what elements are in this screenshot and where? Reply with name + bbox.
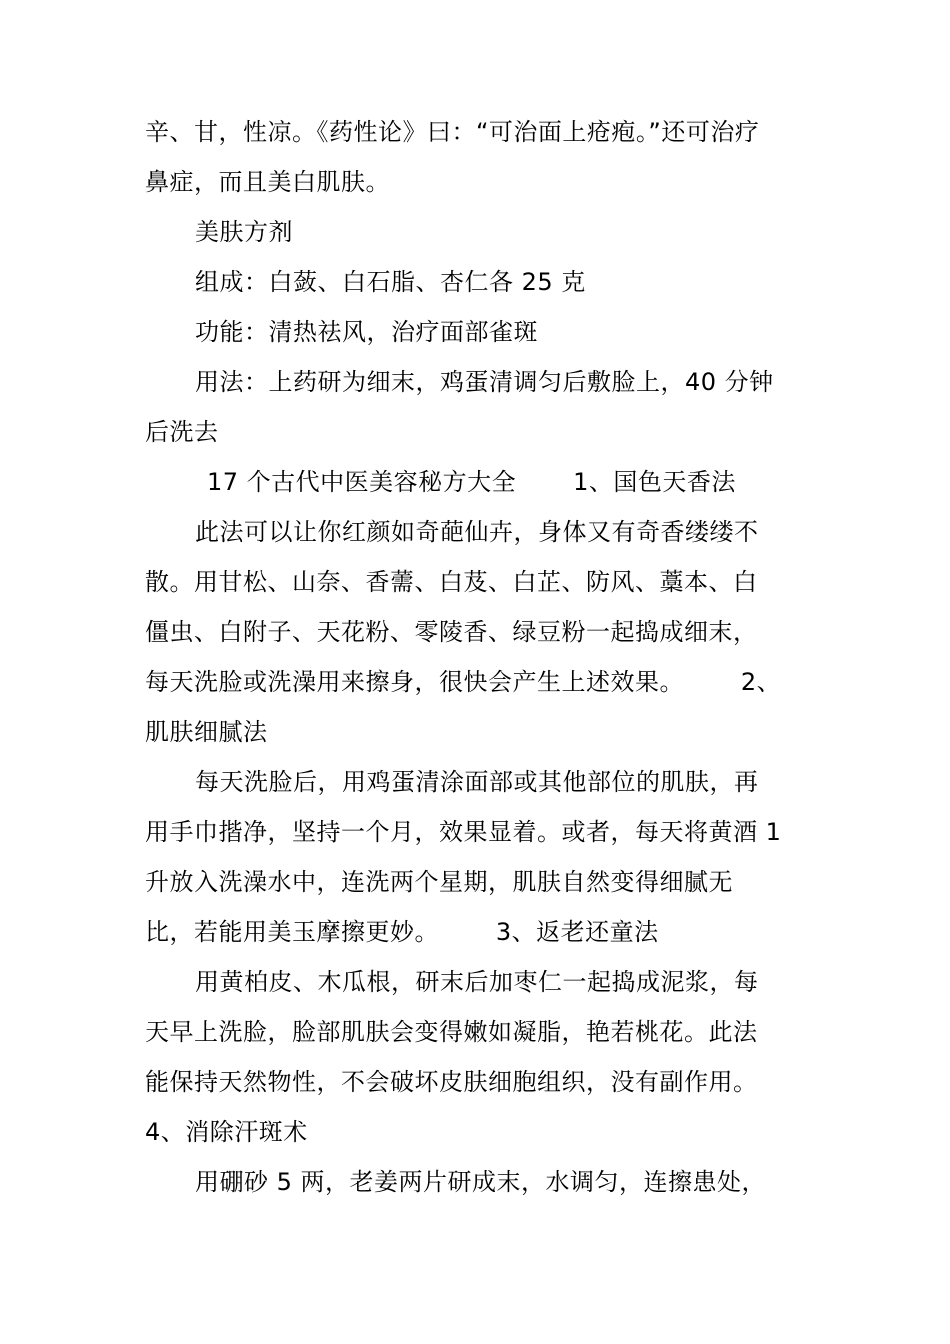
section-heading: 17 个古代中医美容秘方大全 1、国色天香法 — [207, 468, 736, 496]
text-line: 组成：白蔹、白石脂、杏仁各 25 克 — [195, 268, 586, 296]
text-line: 能保持天然物性，不会破坏皮肤细胞组织，没有副作用。 — [145, 1068, 758, 1096]
text-line: 每天洗脸或洗澡用来擦身，很快会产生上述效果。 2、 — [145, 668, 782, 696]
text-line: 散。用甘松、山奈、香薷、白芨、白芷、防风、藁本、白 — [145, 568, 758, 596]
text-line: 比，若能用美玉摩擦更妙。 3、返老还童法 — [145, 918, 659, 946]
text-line: 用手巾揩净，坚持一个月，效果显着。或者，每天将黄酒 1 — [145, 818, 782, 846]
text-line: 鼻症，而且美白肌肤。 — [145, 168, 390, 196]
text-line: 升放入洗澡水中，连洗两个星期，肌肤自然变得细腻无 — [145, 868, 733, 896]
section-heading: 肌肤细腻法 — [145, 718, 268, 746]
text-line: 后洗去 — [145, 418, 219, 446]
text-line: 僵虫、白附子、天花粉、零陵香、绿豆粉一起捣成细末， — [145, 618, 758, 646]
text-line: 功能：清热祛风，治疗面部雀斑 — [195, 318, 538, 346]
text-line: 辛、甘，性凉。《药性论》曰：“可治面上疮疱。”还可治疗 — [145, 118, 760, 146]
text-line: 此法可以让你红颜如奇葩仙卉，身体又有奇香缕缕不 — [195, 518, 759, 546]
section-heading: 美肤方剂 — [195, 218, 293, 246]
text-line: 用法：上药研为细末，鸡蛋清调匀后敷脸上，40 分钟 — [195, 368, 774, 396]
text-line: 每天洗脸后，用鸡蛋清涂面部或其他部位的肌肤，再 — [195, 768, 759, 796]
text-line: 用黄柏皮、木瓜根，研末后加枣仁一起捣成泥浆，每 — [195, 968, 759, 996]
text-line: 用硼砂 5 两，老姜两片研成末，水调匀，连擦患处， — [195, 1168, 767, 1196]
text-line: 天早上洗脸，脸部肌肤会变得嫩如凝脂，艳若桃花。此法 — [145, 1018, 758, 1046]
section-heading: 4、消除汗斑术 — [145, 1118, 308, 1146]
